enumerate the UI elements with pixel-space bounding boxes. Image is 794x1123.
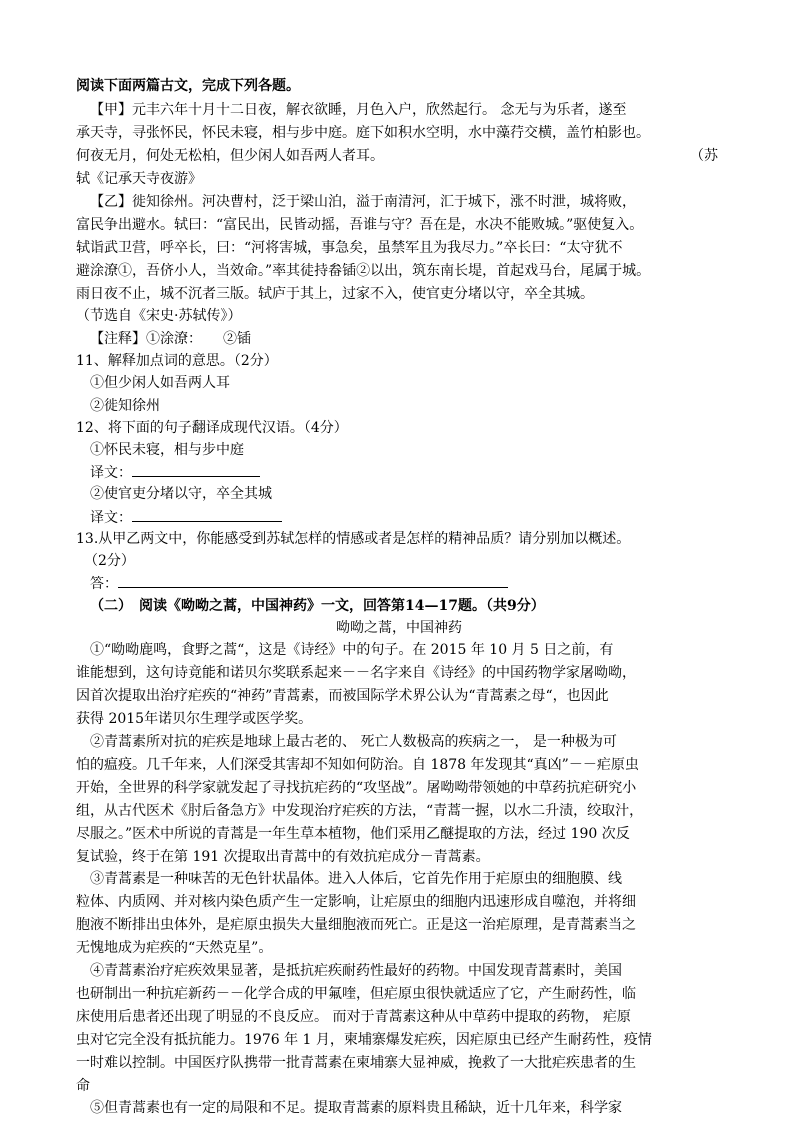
jia-line-3: 何夜无月，何处无松柏，但少闲人如吾两人者耳。 xyxy=(76,148,384,164)
article-line: ②青蒿素所对抗的疟疾是地球上最古老的、 死亡人数极高的疾病之一， 是一种极为可 xyxy=(90,734,617,750)
article-line: 复试验，终于在第 191 次提取出青蒿中的有效抗疟成分－青蒿素。 xyxy=(76,849,490,865)
yi-source: （节选自《宋史·苏轼传》） xyxy=(76,308,242,324)
yi-line-4: 避涂潦①，吾侪小人，当效命。”率其徒持畚锸②以出，筑东南长堤，首起戏马台，尾属于城。 xyxy=(76,263,651,279)
article-line: 也研制出一种抗疟新药－－化学合成的甲氟喹，但疟原虫很快就适应了它，产生耐药性，临 xyxy=(76,986,636,1002)
article-line: 获得 2015年诺贝尔生理学或医学奖。 xyxy=(76,711,313,727)
jia-source-part2: 轼《记承天寺夜游》 xyxy=(76,171,202,187)
q12-translation-2 xyxy=(90,507,736,527)
answer-blank-3[interactable] xyxy=(118,573,508,588)
q13-score: （2分） xyxy=(84,553,135,569)
question-11: 11、解释加点词的意思。（2分） xyxy=(76,353,278,369)
article-line: 无愧地成为疟疾的“天然克星”。 xyxy=(76,940,273,956)
q11-item-2: ②徙知徐州 xyxy=(90,398,160,414)
answer-blank-1[interactable] xyxy=(132,462,260,477)
annotation-note: 【注释】①涂潦： ②锸 xyxy=(90,331,251,347)
translate-label-2: 译文： xyxy=(90,510,132,526)
article-line: 胞液不断排出虫体外，是疟原虫损失大量细胞液而死亡。正是这一治疟原理，是青蒿素当之 xyxy=(76,917,636,933)
jia-source-part1: （苏 xyxy=(690,148,718,164)
article-line: ④青蒿素治疗疟疾效果显著，是抵抗疟疾耐药性最好的药物。中国发现青蒿素时，美国 xyxy=(90,963,622,979)
yi-line-5: 雨日夜不止，城不沉者三版。轼庐于其上，过家不入，使官吏分堵以守，卒全其城。 xyxy=(76,286,594,302)
article-line: ①“呦呦鹿鸣，食野之蒿“，这是《诗经》中的句子。在 2015 年 10 月 5 日之前，有 xyxy=(90,642,614,658)
article-line: 命 xyxy=(76,1078,90,1094)
yi-line-1: 【乙】徙知徐州。河决曹村，泛于梁山泊，溢于南清河，汇于城下，涨不时泄，城将败， xyxy=(90,194,636,210)
yi-line-2: 富民争出避水。轼曰：“富民出，民皆动摇，吾谁与守？吾在是，水决不能败城。”驱使复入。 xyxy=(76,217,644,233)
question-13: 13.从甲乙两文中，你能感受到苏轼怎样的情感或者是怎样的精神品质？请分别加以概述。 xyxy=(76,531,631,547)
q12-translation-1 xyxy=(90,462,736,482)
article-line: 因首次提取出治疗疟疾的“神药”青蒿素，而被国际学术界公认为“青蒿素之母“，也因此 xyxy=(76,688,609,704)
answer-label: 答： xyxy=(90,576,118,592)
article-line: 组，从古代医术《肘后备急方》中发现治疗疟疾的方法，“青蒿一握，以水二升渍，绞取汁， xyxy=(76,803,644,819)
q12-item-2: ②使官吏分堵以守，卒全其城 xyxy=(90,486,272,502)
q11-item-1: ①但少闲人如吾两人耳 xyxy=(90,375,230,391)
jia-line-1: 【甲】元丰六年十月十二日夜，解衣欲睡，月色入户，欣然起行。 念无与为乐者，遂至 xyxy=(90,102,627,118)
article-line: 谁能想到，这句诗竟能和诺贝尔奖联系起来－－名字来自《诗经》的中国药物学家屠呦呦， xyxy=(76,665,636,681)
yi-line-3: 轼诣武卫营，呼卒长，曰：“河将害城，事急矣，虽禁军且为我尽力。”卒长曰：“太守犹不 xyxy=(76,240,623,256)
article-line: ③青蒿素是一种味苦的无色针状晶体。进入人体后，它首先作用于疟原虫的细胞膜、线 xyxy=(90,871,622,887)
q12-item-1: ①怀民未寝，相与步中庭 xyxy=(90,442,244,458)
article-line: 虫对它完全没有抵抗能力。1976 年 1 月，柬埔寨爆发疟疾，因疟原虫已经产生耐药性，疫情 xyxy=(76,1032,652,1048)
translate-label-1: 译文： xyxy=(90,465,132,481)
article-title: 呦呦之蒿，中国神药 xyxy=(336,620,462,636)
jia-line-2: 承天寺，寻张怀民，怀民未寝，相与步中庭。庭下如积水空明，水中藻荇交横，盖竹柏影也。 xyxy=(76,125,650,141)
article-line: 一时难以控制。中国医疗队携带一批青蒿素在柬埔寨大显神威，挽救了一大批疟疾患者的生 xyxy=(76,1055,636,1071)
article-line: 床使用后患者还出现了明显的不良反应。 而对于青蒿素这种从中草药中提取的药物， 疟原 xyxy=(76,1009,631,1025)
article-line: 粒体、内质网、并对核内染色质产生一定影响，让疟原虫的细胞内迅速形成自噬泡，并将细 xyxy=(76,894,636,910)
answer-blank-2[interactable] xyxy=(132,507,282,522)
article-line: 开始，全世界的科学家就发起了寻找抗疟药的“攻坚战”。屠呦呦带领她的中草药抗疟研究小 xyxy=(76,780,637,796)
article-line: 怕的瘟疫。几千年来，人们深受其害却不知如何防治。自 1878 年发现其“真凶”－－疟原虫 xyxy=(76,757,639,773)
section2-heading: （二） 阅读《呦呦之蒿，中国神药》一文，回答第14—17题。（共9分） xyxy=(90,598,545,614)
section1-heading: 阅读下面两篇古文，完成下列各题。 xyxy=(76,78,300,94)
q13-answer xyxy=(90,573,736,593)
article-line: ⑤但青蒿素也有一定的局限和不足。提取青蒿素的原料贵且稀缺，近十几年来，科学家 xyxy=(90,1100,622,1116)
article-line: 尽服之。”医术中所说的青蒿是一年生草本植物，他们采用乙醚提取的方法，经过 190 次反 xyxy=(76,826,630,842)
question-12: 12、将下面的句子翻译成现代汉语。（4分） xyxy=(76,420,348,436)
